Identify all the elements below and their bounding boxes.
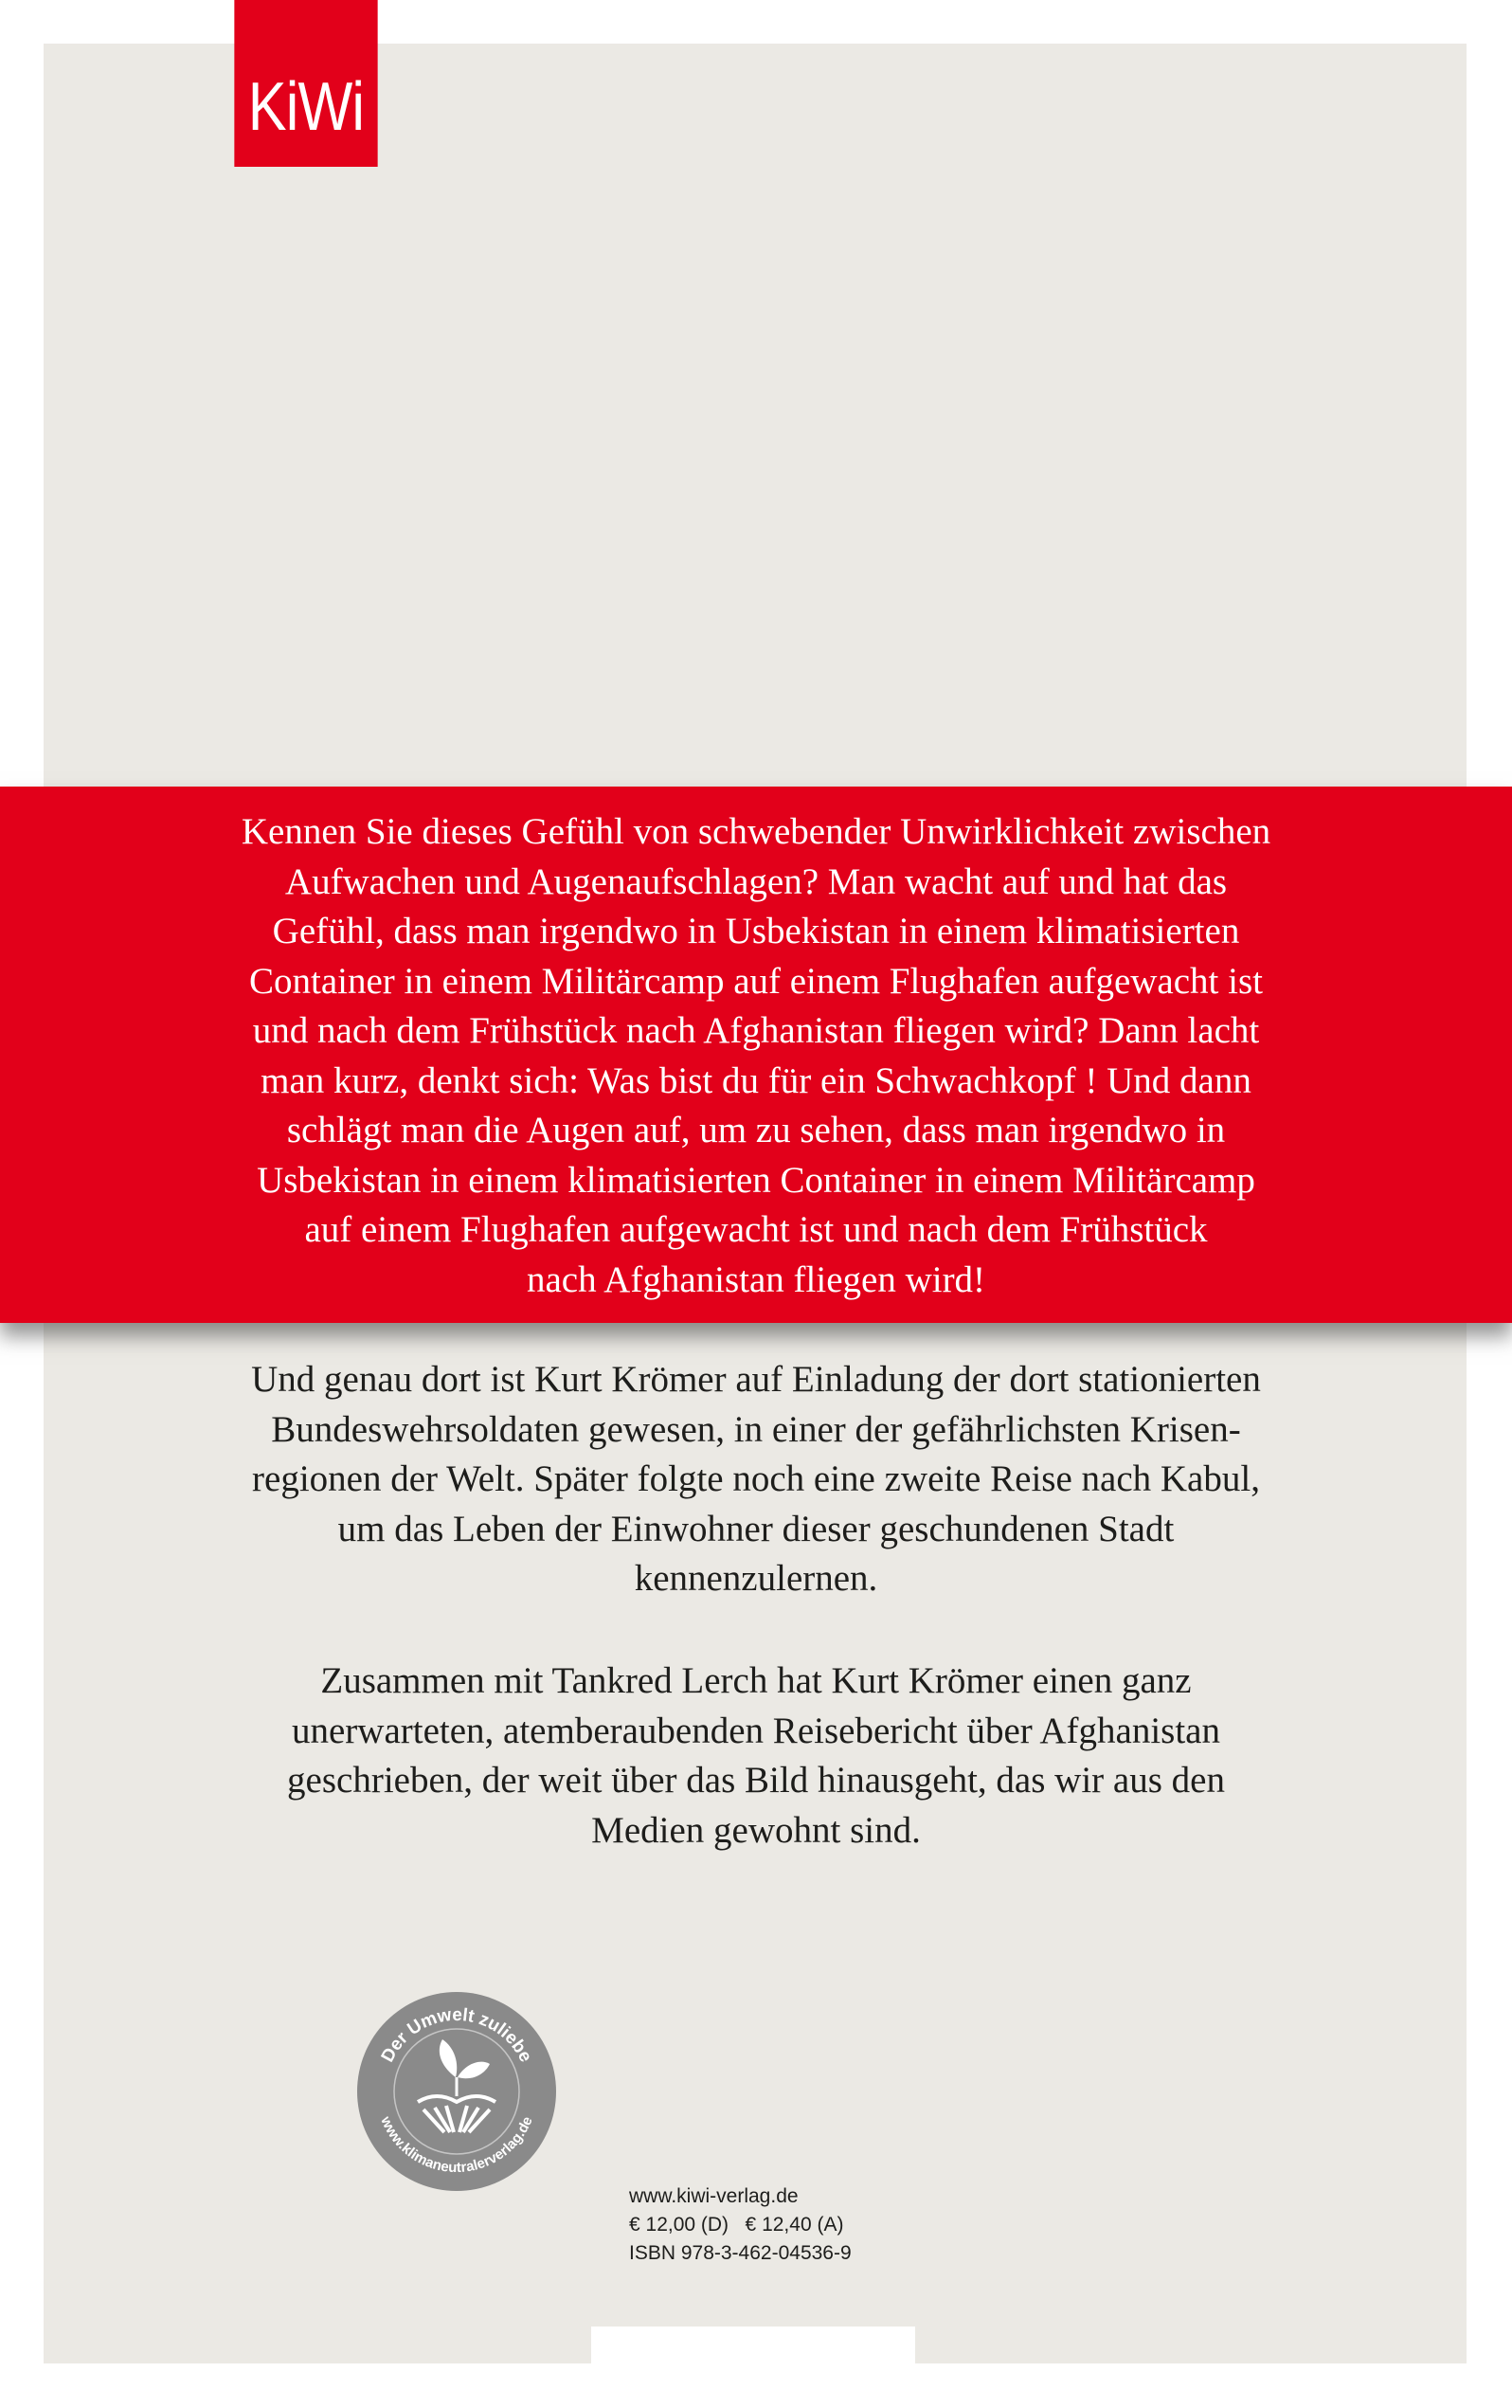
price-label: € 12,00 (D) € 12,40 (A) [629, 2214, 844, 2236]
blurb-line: Usbekistan in einem klimatisierten Container in einem Militärcamp [257, 1159, 1255, 1201]
blurb-line: Aufwachen und Augenaufschlagen? Man wacht auf und hat das [284, 860, 1228, 902]
climate-neutral-seal [355, 1990, 558, 2193]
blurb-line: und nach dem Frühstück nach Afghanistan fliegen wird? Dann lacht [252, 1010, 1260, 1051]
paragraph-line: Bundeswehrsoldaten gewesen, in einer der gefährlichsten Krisen- [271, 1408, 1241, 1450]
blurb-line: Container in einem Militärcamp auf einem Flughafen aufgewacht ist [249, 960, 1263, 1002]
paragraph-line: Zusammen mit Tankred Lerch hat Kurt Krömer einen ganz [320, 1660, 1192, 1701]
barcode-area [591, 2327, 915, 2408]
blurb-text [133, 807, 1379, 1305]
description-paragraph-2 [133, 1657, 1379, 1856]
publisher-website: www.kiwi-verlag.de [629, 2185, 799, 2207]
publisher-logo: KiWi [234, 0, 377, 167]
paragraph-line: um das Leben der Einwohner dieser geschundenen Stadt [337, 1508, 1175, 1549]
paragraph-line: regionen der Welt. Später folgte noch eine zweite Reise nach Kabul, [252, 1458, 1260, 1499]
seal-bottom-text: www.klimaneutralerverlag.de [377, 2113, 536, 2177]
imprint-block [629, 2182, 852, 2268]
blurb-line: schlägt man die Augen auf, um zu sehen, dass man irgendwo in [286, 1110, 1226, 1150]
blurb-line: Gefühl, dass man irgendwo in Usbekistan in einem klimatisierten [272, 911, 1240, 951]
blurb-line: man kurz, denkt sich: Was bist du für ein Schwachkopf ! Und dann [261, 1059, 1251, 1101]
paragraph-line: kennenzulernen. [634, 1558, 878, 1599]
isbn-label: ISBN 978-3-462-04536-9 [629, 2242, 852, 2264]
paragraph-line: Medien gewohnt sind. [591, 1809, 921, 1851]
blurb-line: auf einem Flughafen aufgewacht ist und nach dem Frühstück [304, 1209, 1208, 1250]
paragraph-line: Und genau dort ist Kurt Krömer auf Einladung der dort stationierten [251, 1359, 1261, 1400]
paragraph-line: unerwarteten, atemberaubenden Reisebericht über Afghanistan [291, 1710, 1220, 1751]
seal-top-text: Der Umwelt zuliebe [377, 2004, 536, 2066]
paragraph-line: geschrieben, der weit über das Bild hinausgeht, das wir aus den [287, 1760, 1225, 1801]
blurb-line: Kennen Sie dieses Gefühl von schwebender Unwirklichkeit zwischen [241, 811, 1271, 852]
description-paragraph-1 [133, 1355, 1379, 1604]
blurb-line: nach Afghanistan fliegen wird! [526, 1258, 986, 1300]
